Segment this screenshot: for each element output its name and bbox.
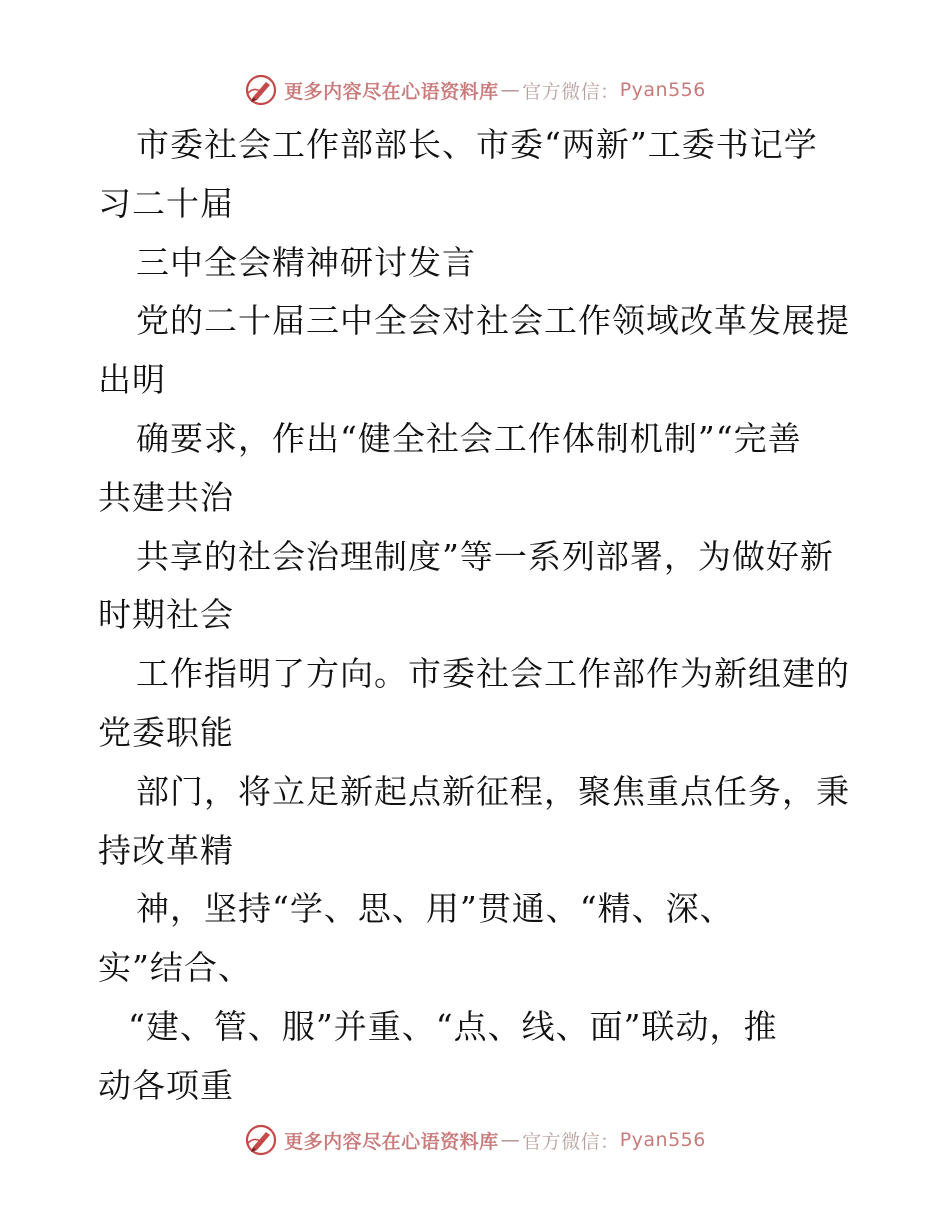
pen-logo-icon [244, 1123, 278, 1157]
banner-site-name: 更多内容尽在心语资料库 [284, 1130, 499, 1153]
body-line: 出明 [98, 360, 166, 400]
banner-wechat-label: 官方微信： [522, 1130, 620, 1153]
body-line: 习二十届 [98, 183, 234, 223]
body-line: 党的二十届三中全会对社会工作领域改革发展提 [136, 301, 850, 341]
body-line: 持改革精 [98, 830, 234, 870]
document-body [0, 116, 950, 1116]
body-line: 三中全会精神研讨发言 [136, 242, 476, 282]
banner-dash: — [500, 1129, 521, 1151]
banner-dash: — [500, 79, 521, 101]
body-line: 实”结合、 [98, 948, 252, 988]
header-banner [0, 70, 950, 110]
body-line: 神，坚持“学、思、用”贯通、“精、深、 [136, 889, 734, 929]
banner-wechat-id: Pyan556 [619, 79, 706, 101]
body-line: 时期社会 [98, 595, 234, 635]
banner-site-name: 更多内容尽在心语资料库 [284, 80, 499, 103]
banner-wechat-id: Pyan556 [619, 1129, 706, 1151]
body-line: 工作指明了方向。市委社会工作部作为新组建的 [136, 654, 850, 694]
body-line: 市委社会工作部部长、市委“两新”工委书记学 [136, 125, 818, 164]
body-line: 动各项重 [98, 1065, 234, 1105]
body-line: 确要求，作出“健全社会工作体制机制”“完善 [136, 418, 802, 458]
body-line: 部门，将立足新起点新征程，聚焦重点任务，秉 [136, 771, 850, 811]
body-line: 共建共治 [98, 477, 234, 517]
banner-wechat-label: 官方微信： [522, 80, 620, 103]
body-line: 共享的社会治理制度”等一系列部署，为做好新 [136, 536, 834, 576]
pen-logo-icon [244, 73, 278, 107]
body-line: 党委职能 [98, 712, 234, 752]
body-line: “建、管、服”并重、“点、线、面”联动，推 [128, 1006, 778, 1046]
footer-banner [0, 1120, 950, 1160]
